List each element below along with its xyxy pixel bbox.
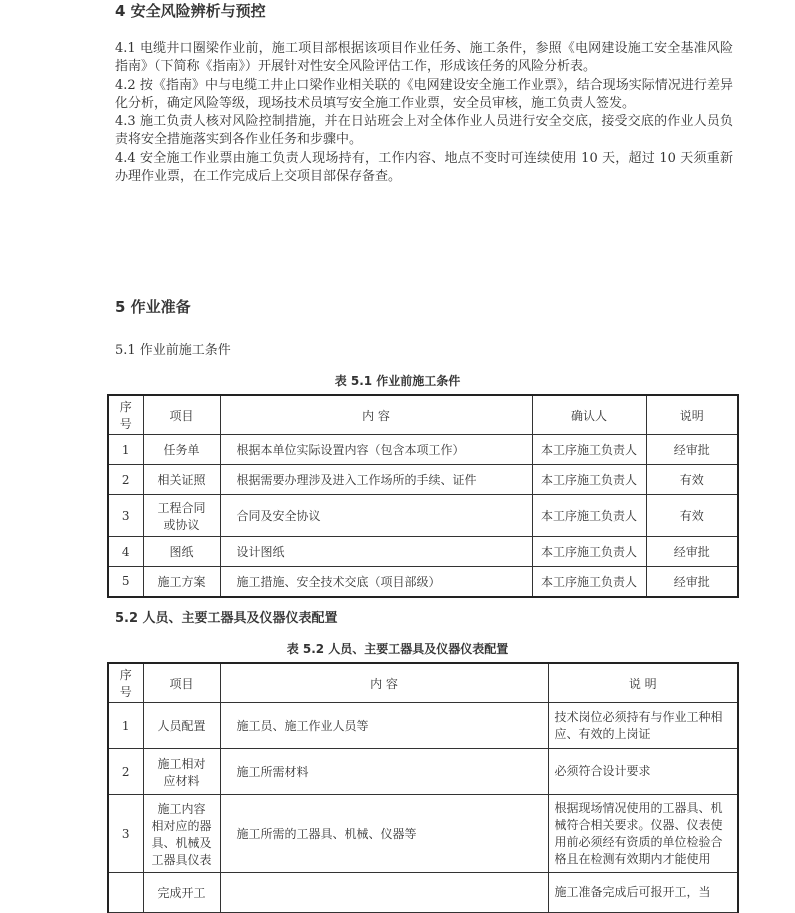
table-header-row [108, 395, 738, 435]
header-cell: 说明 [646, 395, 738, 435]
paragraph-4-1: 4.1 电缆井口圈梁作业前，施工项目部根据该项目作业任务、施工条件，参照《电网建设施工安全基准风险指南》（下简称《指南》）开展针对性安全风险评估工作，形成该任务的风险分析表。 [115, 41, 733, 75]
table-cell: 施工准备完成后可报开工，当 [548, 873, 738, 913]
table-row [108, 537, 738, 567]
table-row [108, 495, 738, 537]
table-cell: 本工序施工负责人 [532, 465, 646, 495]
table-cell: 根据本单位实际设置内容（包含本项工作） [220, 435, 532, 465]
table-cell: 本工序施工负责人 [532, 537, 646, 567]
table-cell: 根据现场情况使用的工器具、机械符合相关要求。仪器、仪表使用前必须经有资质的单位检验合格且在检测有效期内才能使用 [548, 795, 738, 873]
table-cell: 本工序施工负责人 [532, 495, 646, 537]
table-cell: 2 [108, 749, 143, 795]
table-cell [220, 873, 548, 913]
paragraph-4-4: 4.4 安全施工作业票由施工负责人现场持有，工作内容、地点不变时可连续使用 10 天，超过 10 天须重新办理作业票，在工作完成后上交项目部保存备查。 [115, 150, 733, 185]
table-cell: 设计图纸 [220, 537, 532, 567]
table-cell: 必须符合设计要求 [548, 749, 738, 795]
table-cell: 1 [108, 703, 143, 749]
header-cell: 内 容 [220, 395, 532, 435]
table-row [108, 749, 738, 795]
header-cell: 序号 [108, 663, 143, 703]
section-4-heading: 4 安全风险辨析与预控 [115, 2, 266, 20]
table-cell: 施工措施、安全技术交底（项目部级） [220, 567, 532, 597]
table-cell: 2 [108, 465, 143, 495]
table-5-1-caption: 表 5.1 作业前施工条件 [334, 374, 461, 388]
table-row [108, 795, 738, 873]
header-cell: 说 明 [548, 663, 738, 703]
header-cell: 项目 [143, 663, 220, 703]
subsection-5-1-heading: 5.1 作业前施工条件 [115, 343, 231, 358]
table-row [108, 435, 738, 465]
table-cell: 本工序施工负责人 [532, 435, 646, 465]
table-cell: 经审批 [646, 435, 738, 465]
table-cell: 施工所需的工器具、机械、仪器等 [220, 795, 548, 873]
table-row [108, 465, 738, 495]
table-cell: 5 [108, 567, 143, 597]
header-cell: 序号 [108, 395, 143, 435]
table-cell: 根据需要办理涉及进入工作场所的手续、证件 [220, 465, 532, 495]
table-cell: 人员配置 [143, 703, 220, 749]
table-cell: 施工相对 应材料 [143, 749, 220, 795]
header-cell: 项目 [143, 395, 220, 435]
table-5-1 [107, 394, 739, 598]
table-cell: 1 [108, 435, 143, 465]
table-header-row [108, 663, 738, 703]
table-cell: 本工序施工负责人 [532, 567, 646, 597]
table-cell: 有效 [646, 495, 738, 537]
header-cell: 内 容 [220, 663, 548, 703]
section-4-body [115, 40, 733, 186]
table-cell: 技术岗位必须持有与作业工种相应、有效的上岗证 [548, 703, 738, 749]
table-cell: 施工内容 相对应的器 具、机械及 工器具仪表 [143, 795, 220, 873]
table-5-2 [107, 662, 739, 913]
table-cell: 施工方案 [143, 567, 220, 597]
table-row [108, 567, 738, 597]
paragraph-4-2: 4.2 按《指南》中与电缆工井止口梁作业相关联的《电网建设安全施工作业票》，结合现场实际情况进行差异化分析，确定风险等级，现场技术员填写安全施工作业票，安全员审核，施工负责人签发。 [115, 77, 733, 111]
section-5-heading: 5 作业准备 [115, 298, 191, 316]
table-cell: 3 [108, 495, 143, 537]
table-5-2-caption: 表 5.2 人员、主要工器具及仪器仪表配置 [286, 642, 509, 656]
table-cell: 经审批 [646, 537, 738, 567]
table-cell: 相关证照 [143, 465, 220, 495]
table-cell: 工程合同 或协议 [143, 495, 220, 537]
header-cell: 确认人 [532, 395, 646, 435]
paragraph-4-3: 4.3 施工负责人核对风险控制措施，并在日站班会上对全体作业人员进行安全交底，接受交底的作业人员负责将安全措施落实到各作业任务和步骤中。 [115, 114, 733, 148]
table-cell [108, 873, 143, 913]
subsection-5-2-heading: 5.2 人员、主要工器具及仪器仪表配置 [115, 611, 338, 626]
table-cell: 图纸 [143, 537, 220, 567]
table-cell: 合同及安全协议 [220, 495, 532, 537]
table-cell: 有效 [646, 465, 738, 495]
table-cell: 施工员、施工作业人员等 [220, 703, 548, 749]
table-row [108, 703, 738, 749]
table-cell: 任务单 [143, 435, 220, 465]
table-cell: 3 [108, 795, 143, 873]
table-cell: 施工所需材料 [220, 749, 548, 795]
table-row [108, 873, 738, 913]
table-cell: 完成开工 [143, 873, 220, 913]
table-cell: 4 [108, 537, 143, 567]
table-cell: 经审批 [646, 567, 738, 597]
